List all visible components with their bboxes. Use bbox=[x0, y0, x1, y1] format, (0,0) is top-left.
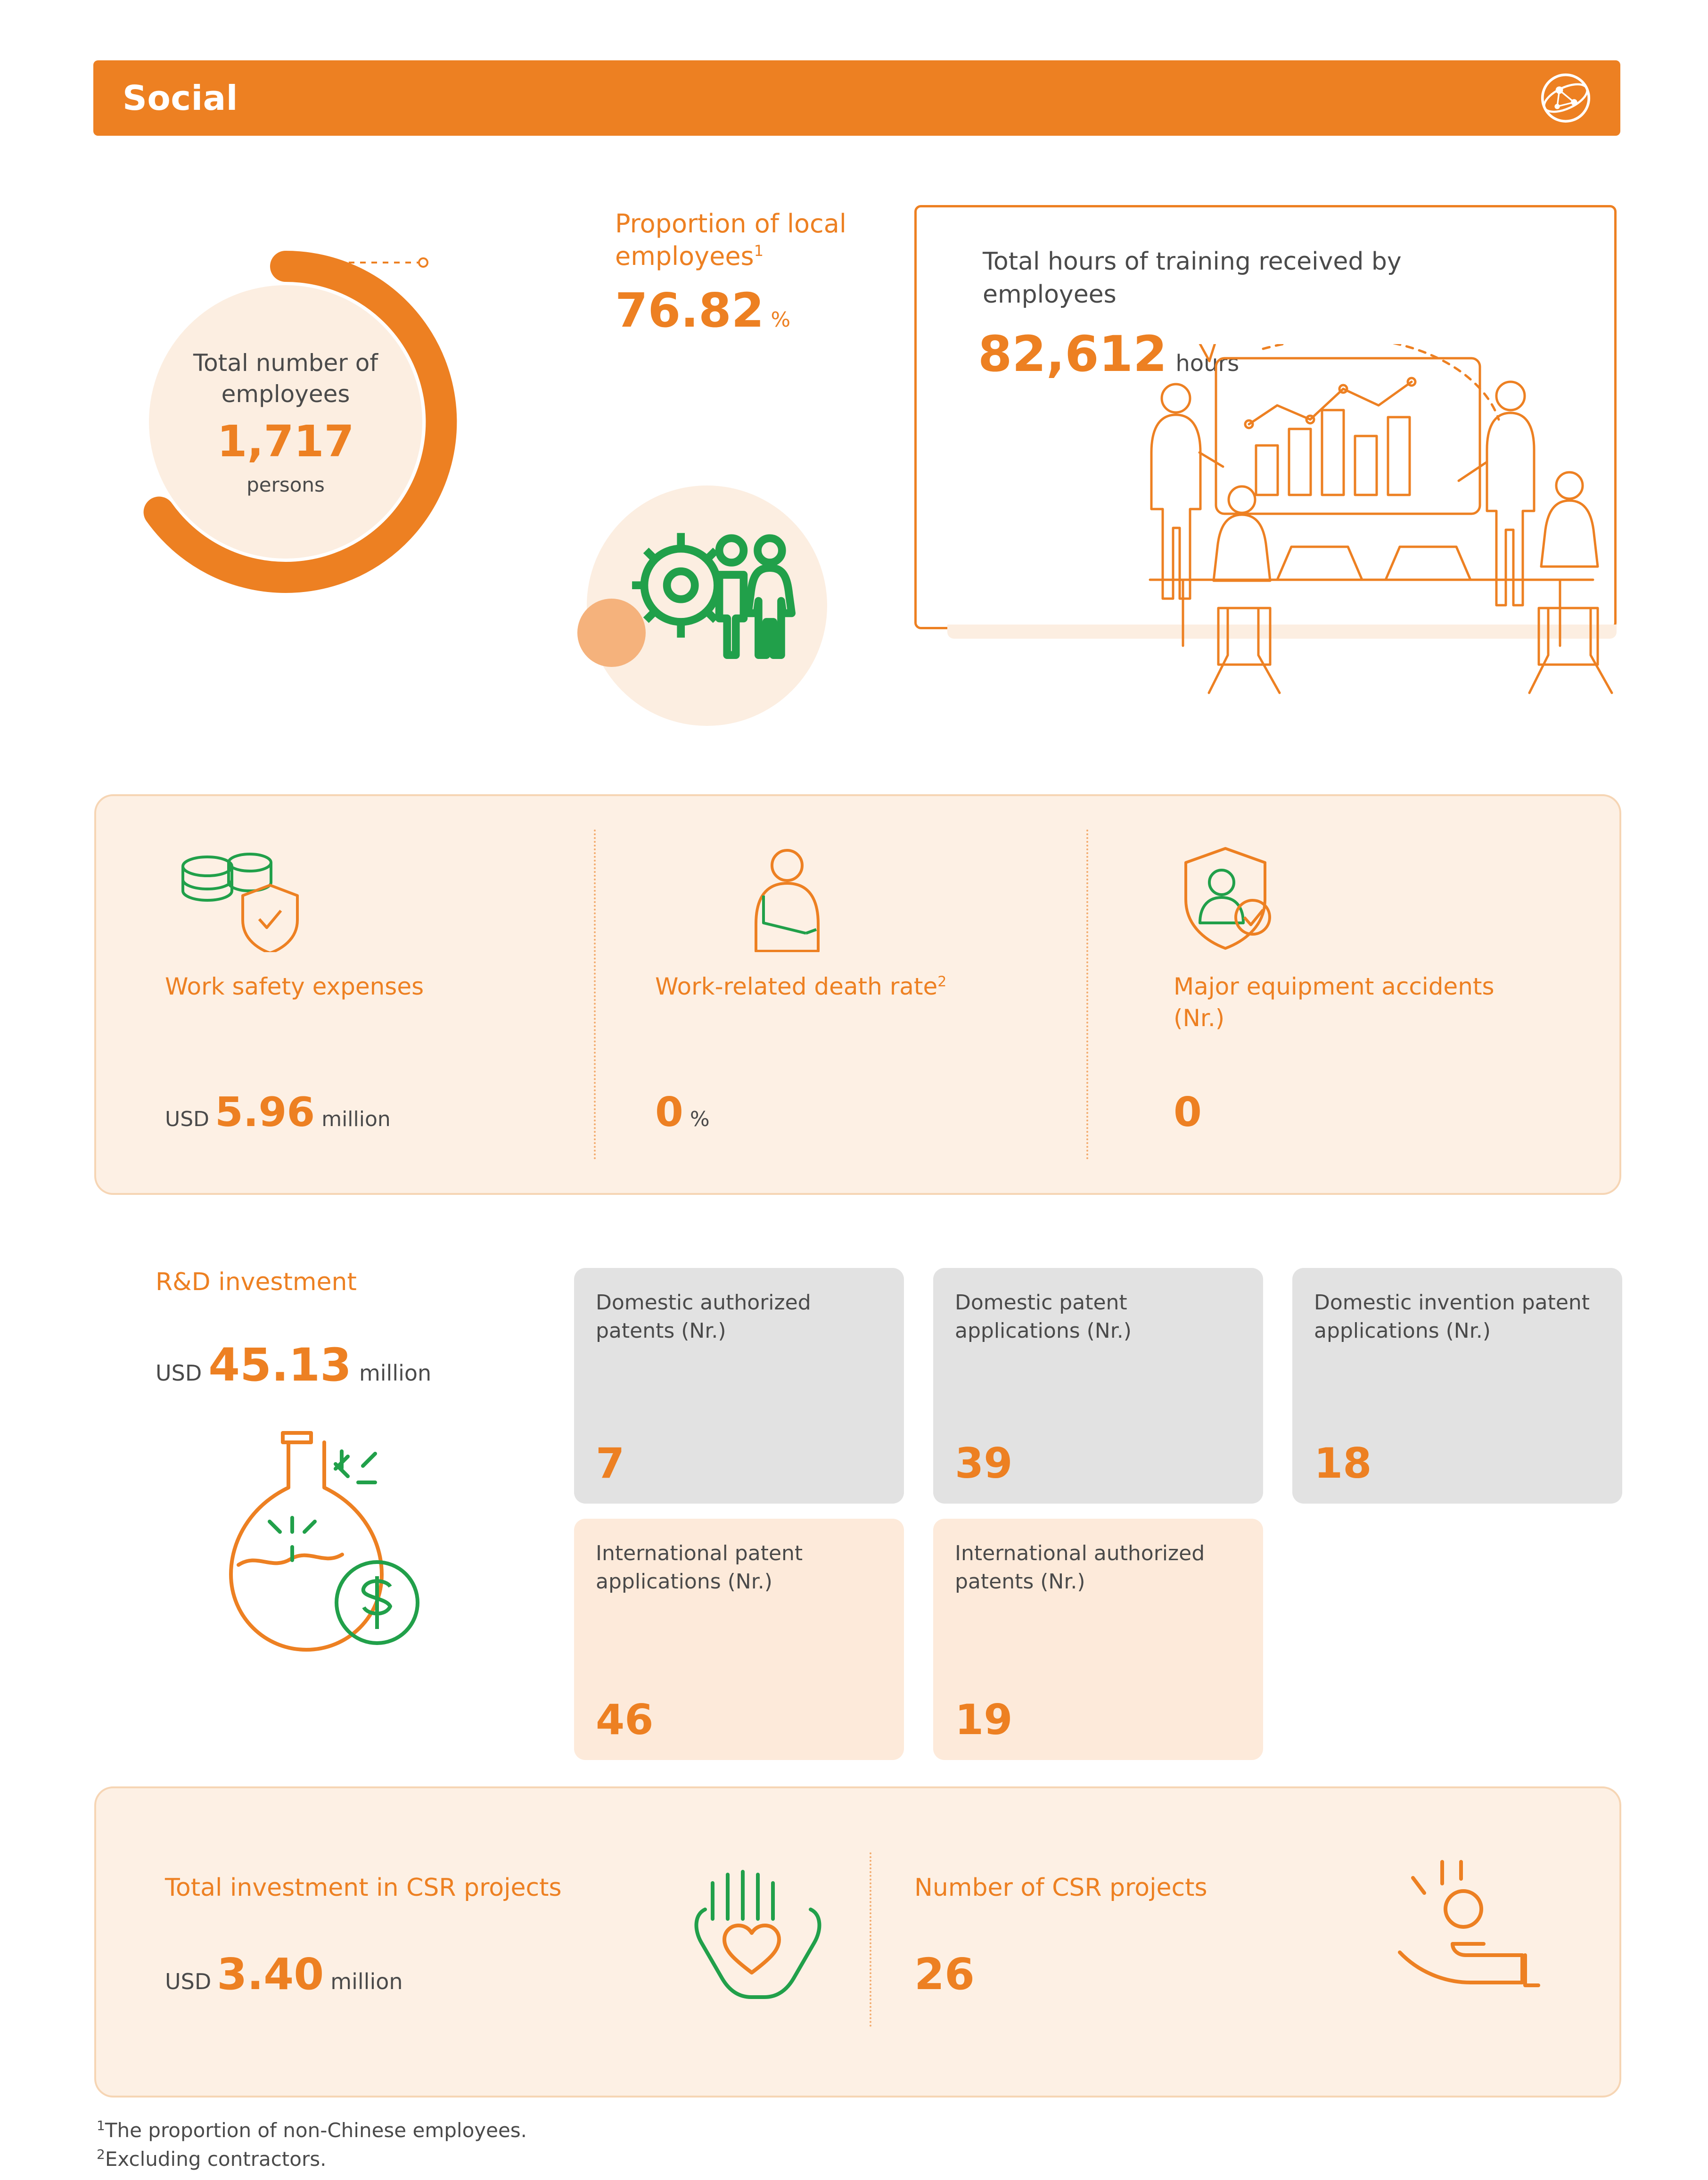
local-employees-label-text: Proportion of local employees bbox=[615, 209, 846, 271]
globe-network-icon bbox=[1539, 72, 1592, 124]
footnote-2-marker: 2 bbox=[97, 2146, 105, 2162]
work-related-death-rate-value: 0 bbox=[655, 1089, 683, 1136]
work-related-death-rate-value-row bbox=[655, 1089, 710, 1136]
flask-dollar-icon bbox=[222, 1423, 443, 1669]
rnd-investment-label: R&D investment bbox=[156, 1268, 357, 1296]
hand-person-icon bbox=[1390, 1852, 1546, 2003]
patent-card-value: 7 bbox=[596, 1439, 625, 1488]
patent-card-value: 46 bbox=[596, 1695, 654, 1744]
local-employees-unit: % bbox=[771, 308, 791, 332]
rnd-investment-prefix: USD bbox=[156, 1360, 202, 1386]
csr-investment-prefix: USD bbox=[165, 1969, 212, 1994]
injured-person-icon bbox=[735, 844, 844, 952]
work-safety-expenses-value: 5.96 bbox=[215, 1089, 315, 1136]
local-employees-block bbox=[615, 207, 945, 338]
training-value: 82,612 bbox=[978, 325, 1167, 383]
employees-total-unit: persons bbox=[246, 473, 325, 496]
csr-count-label: Number of CSR projects bbox=[914, 1874, 1207, 1902]
patent-card-value: 19 bbox=[955, 1695, 1013, 1744]
work-safety-expenses-label-text: Work safety expenses bbox=[165, 973, 424, 1000]
major-equipment-accidents-value-row bbox=[1174, 1089, 1202, 1136]
footnote-1-marker: 1 bbox=[97, 2118, 105, 2133]
patent-card-label: Domestic authorized patents (Nr.) bbox=[596, 1291, 811, 1343]
csr-count-value-row bbox=[914, 1949, 975, 1999]
major-equipment-accidents-label-text: Major equipment accidents (Nr.) bbox=[1174, 973, 1494, 1032]
employees-donut-chart bbox=[94, 191, 537, 662]
patent-card-international-authorized bbox=[933, 1519, 1263, 1760]
footnote-1-text: The proportion of non-Chinese employees. bbox=[105, 2119, 527, 2142]
work-related-death-rate-suffix: % bbox=[690, 1107, 710, 1131]
training-classroom-illustration bbox=[1122, 344, 1621, 768]
footnotes bbox=[97, 2116, 527, 2174]
major-equipment-accidents-value: 0 bbox=[1174, 1089, 1202, 1136]
donut-center-label bbox=[149, 285, 422, 559]
patent-card-value: 39 bbox=[955, 1439, 1013, 1488]
work-safety-expenses-value-row bbox=[165, 1089, 391, 1136]
local-employees-label bbox=[615, 207, 945, 272]
work-safety-expenses-prefix: USD bbox=[165, 1107, 210, 1131]
patent-card-international-applications bbox=[574, 1519, 904, 1760]
local-employees-value-row bbox=[615, 283, 945, 338]
work-related-death-rate-footnote-marker: 2 bbox=[937, 973, 947, 990]
safety-divider-2 bbox=[1086, 830, 1088, 1160]
employees-total-label: Total number of employees bbox=[193, 349, 378, 408]
patent-card-domestic-applications bbox=[933, 1268, 1263, 1504]
hands-heart-icon bbox=[679, 1864, 825, 2010]
footnote-2 bbox=[97, 2145, 527, 2174]
gear-people-icon bbox=[627, 514, 801, 688]
local-employees-value: 76.82 bbox=[615, 283, 764, 338]
patent-card-domestic-authorized bbox=[574, 1268, 904, 1504]
rnd-investment-value-row bbox=[156, 1339, 431, 1391]
patent-card-label: International patent applications (Nr.) bbox=[596, 1541, 803, 1594]
csr-investment-suffix: million bbox=[330, 1969, 403, 1994]
patent-card-label: International authorized patents (Nr.) bbox=[955, 1541, 1205, 1594]
work-related-death-rate-label bbox=[655, 971, 985, 1003]
coins-shield-icon bbox=[165, 844, 306, 952]
rnd-investment-suffix: million bbox=[359, 1360, 432, 1386]
work-safety-expenses-label bbox=[165, 971, 514, 1003]
patent-card-value: 18 bbox=[1314, 1439, 1372, 1488]
local-employees-footnote-marker: 1 bbox=[754, 242, 764, 260]
patent-card-label: Domestic invention patent applications (Nr.) bbox=[1314, 1291, 1590, 1343]
patent-card-domestic-invention bbox=[1292, 1268, 1622, 1504]
work-safety-expenses-suffix: million bbox=[321, 1107, 391, 1131]
section-header bbox=[93, 60, 1620, 136]
rnd-investment-value: 45.13 bbox=[208, 1339, 352, 1391]
shield-person-check-icon bbox=[1174, 844, 1282, 952]
csr-investment-value: 3.40 bbox=[217, 1949, 324, 1999]
footnote-1 bbox=[97, 2116, 527, 2145]
csr-divider bbox=[870, 1852, 871, 2027]
csr-count-value: 26 bbox=[914, 1949, 975, 1999]
employees-total-value: 1,717 bbox=[217, 416, 354, 467]
training-title: Total hours of training received by employees bbox=[983, 247, 1402, 309]
patent-card-label: Domestic patent applications (Nr.) bbox=[955, 1291, 1132, 1343]
csr-investment-label: Total investment in CSR projects bbox=[165, 1874, 562, 1902]
safety-divider-1 bbox=[594, 830, 596, 1160]
major-equipment-accidents-label bbox=[1174, 971, 1522, 1034]
footnote-2-text: Excluding contractors. bbox=[105, 2147, 327, 2171]
csr-investment-value-row bbox=[165, 1949, 403, 1999]
training-unit: hours bbox=[1175, 350, 1240, 377]
page-title: Social bbox=[123, 78, 238, 118]
work-related-death-rate-label-text: Work-related death rate bbox=[655, 973, 938, 1000]
